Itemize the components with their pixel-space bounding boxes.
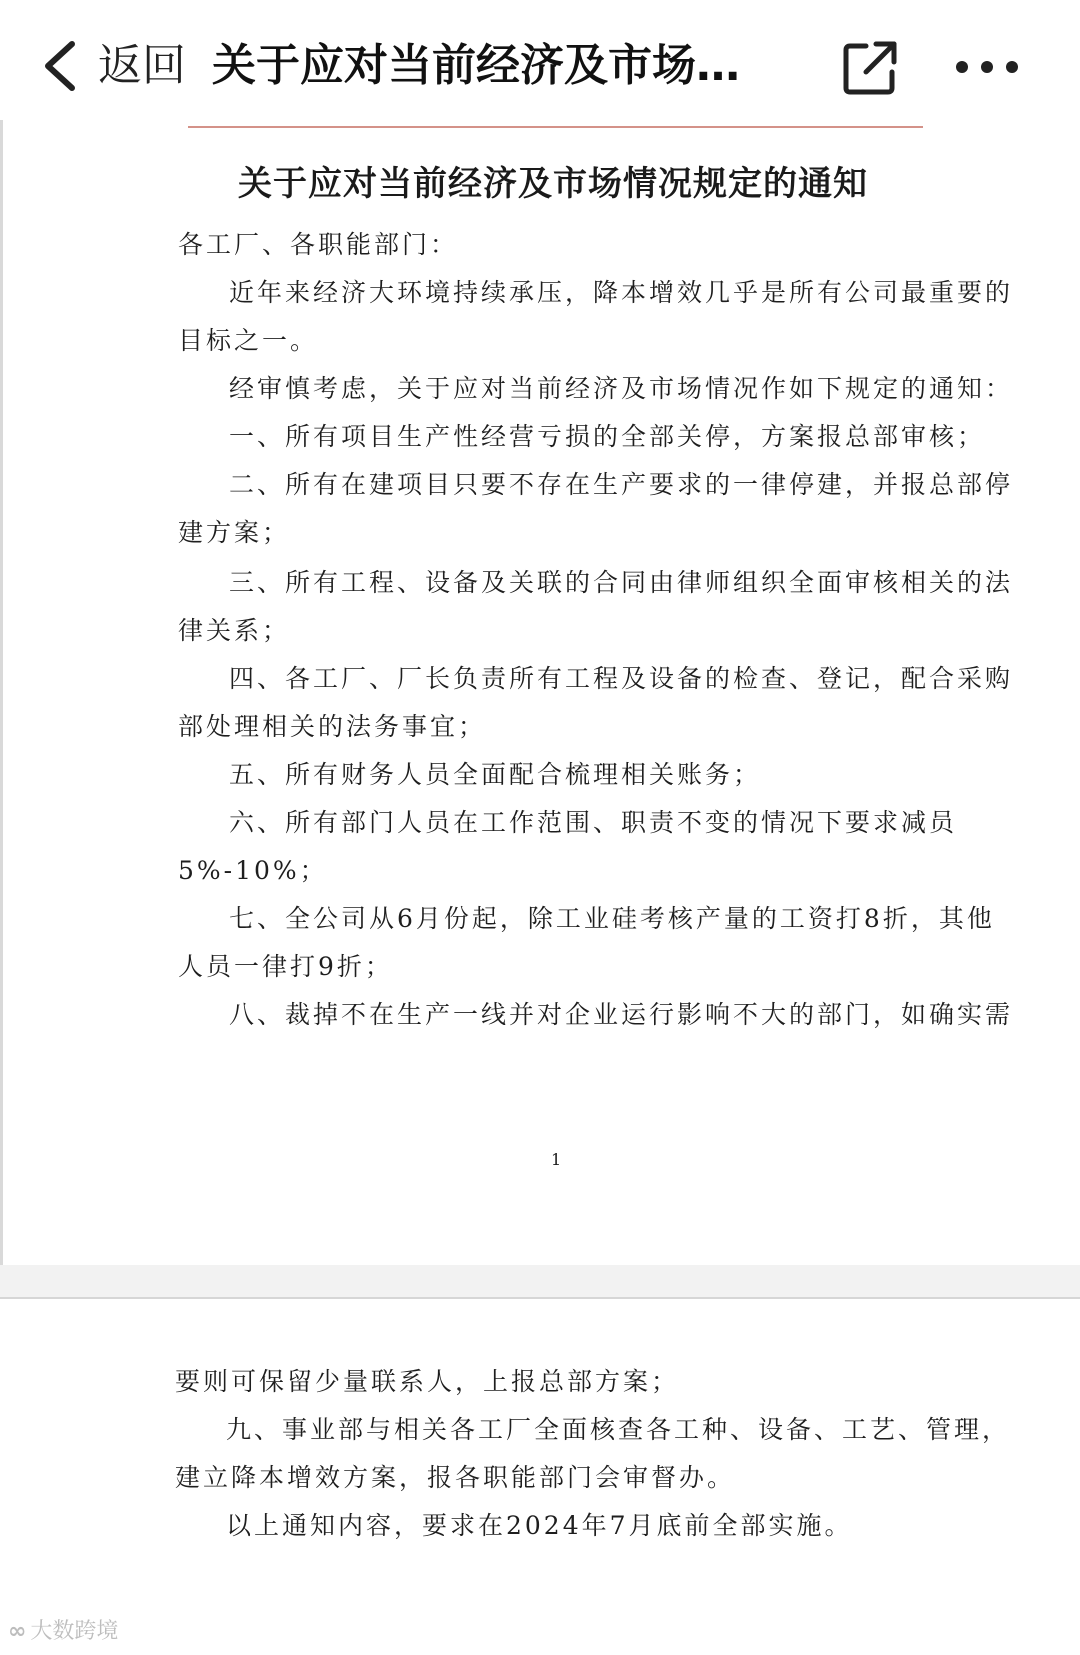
page-separator [0, 1265, 1080, 1297]
chevron-left-icon[interactable] [40, 38, 80, 94]
watermark-logo-icon: ∞ [8, 1619, 27, 1644]
more-icon[interactable] [952, 52, 1022, 82]
doc-line: 三、所有工程、设备及关联的合同由律师组织全面审核相关的法 [229, 568, 1014, 597]
doc-line: 经审慎考虑，关于应对当前经济及市场情况作如下规定的通知： [229, 374, 1014, 403]
doc-line: 建方案； [178, 518, 291, 547]
doc-line: 七、全公司从6月份起，除工业硅考核产量的工资打8折，其他 [229, 904, 995, 933]
doc-line: 一、所有项目生产性经营亏损的全部关停，方案报总部审核； [229, 422, 986, 451]
header-rule [188, 126, 923, 128]
doc-line: 律关系； [178, 616, 291, 645]
doc-line: 近年来经济大环境持续承压，降本增效几乎是所有公司最重要的 [229, 278, 1014, 307]
doc-line: 建立降本增效方案，报各职能部门会审督办。 [175, 1463, 736, 1492]
doc-line: 五、所有财务人员全面配合梳理相关账务； [229, 760, 762, 789]
doc-line: 目标之一。 [178, 326, 319, 355]
doc-line: 四、各工厂、厂长负责所有工程及设备的检查、登记，配合采购 [229, 664, 1014, 693]
doc-line: 六、所有部门人员在工作范围、职责不变的情况下要求减员 [229, 808, 958, 837]
share-icon[interactable] [840, 36, 902, 98]
doc-line: 人员一律打9折； [178, 952, 393, 981]
document-page-1 [0, 120, 1080, 1265]
doc-line: 以上通知内容，要求在2024年7月底前全部实施。 [226, 1511, 853, 1540]
doc-line: 要则可保留少量联系人，上报总部方案； [175, 1367, 680, 1396]
back-button[interactable]: 返回 [98, 40, 186, 91]
source-watermark [8, 1618, 118, 1646]
doc-line: 部处理相关的法务事宜； [178, 712, 487, 741]
page-title: 关于应对当前经济及市场… [212, 40, 740, 91]
document-page-2 [0, 1297, 1080, 1655]
watermark-text: 大数跨境 [30, 1619, 119, 1644]
doc-line: 八、裁掉不在生产一线并对企业运行影响不大的部门，如确实需 [229, 1000, 1014, 1029]
document-title: 关于应对当前经济及市场情况规定的通知 [238, 164, 868, 204]
top-nav-bar [0, 0, 1080, 120]
doc-line: 各工厂、各职能部门： [178, 230, 459, 259]
doc-line: 九、事业部与相关各工厂全面核查各工种、设备、工艺、管理， [226, 1415, 1011, 1444]
doc-line: 二、所有在建项目只要不存在生产要求的一律停建，并报总部停 [229, 470, 1014, 499]
doc-line: 5%-10%； [178, 856, 328, 885]
page-number: 1 [551, 1150, 562, 1169]
